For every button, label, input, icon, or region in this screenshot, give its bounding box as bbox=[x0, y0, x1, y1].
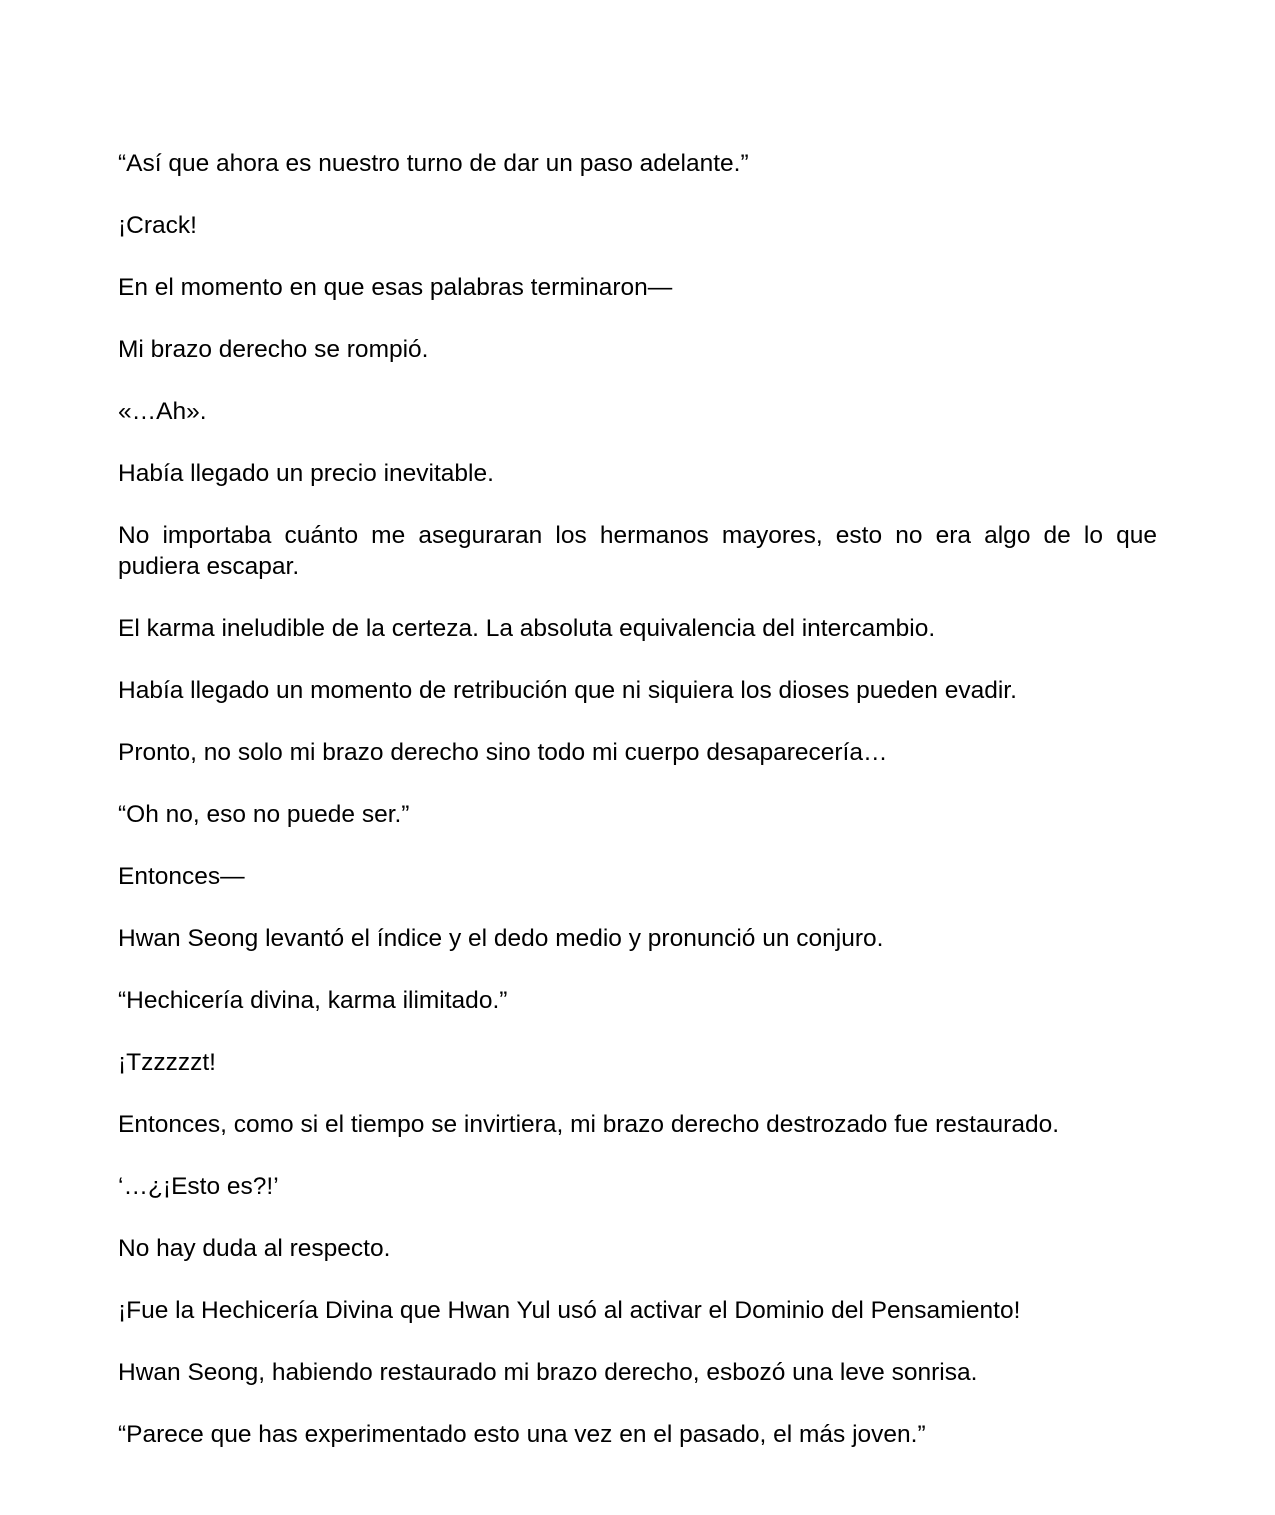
paragraph: No hay duda al respecto. bbox=[118, 1235, 391, 1262]
paragraph: ‘…¿¡Esto es?!’ bbox=[118, 1173, 279, 1200]
paragraph: “Oh no, eso no puede ser.” bbox=[118, 801, 410, 828]
paragraph: “Así que ahora es nuestro turno de dar un paso adelante.” bbox=[118, 150, 749, 177]
document-page bbox=[118, 148, 1157, 1450]
paragraph: Mi brazo derecho se rompió. bbox=[118, 336, 429, 363]
paragraph: Entonces, como si el tiempo se invirtiera, mi brazo derecho destrozado fue restaurado. bbox=[118, 1111, 1060, 1138]
paragraph: ¡Crack! bbox=[118, 212, 197, 239]
paragraph: Hwan Seong, habiendo restaurado mi brazo derecho, esbozó una leve sonrisa. bbox=[118, 1359, 978, 1386]
paragraph: El karma ineludible de la certeza. La absoluta equivalencia del intercambio. bbox=[118, 615, 936, 642]
paragraph: No importaba cuánto me aseguraran los hermanos mayores, esto no era algo de lo que pudiera escapar. bbox=[118, 522, 1157, 580]
paragraph: “Hechicería divina, karma ilimitado.” bbox=[118, 987, 508, 1014]
paragraph: ¡Tzzzzzt! bbox=[118, 1049, 216, 1076]
paragraph: Había llegado un momento de retribución que ni siquiera los dioses pueden evadir. bbox=[118, 677, 1017, 704]
paragraph: Pronto, no solo mi brazo derecho sino todo mi cuerpo desaparecería… bbox=[118, 739, 888, 766]
paragraph: Había llegado un precio inevitable. bbox=[118, 460, 494, 487]
paragraph: ¡Fue la Hechicería Divina que Hwan Yul usó al activar el Dominio del Pensamiento! bbox=[118, 1297, 1021, 1324]
paragraph: En el momento en que esas palabras terminaron— bbox=[118, 274, 673, 301]
paragraph: “Parece que has experimentado esto una vez en el pasado, el más joven.” bbox=[118, 1421, 926, 1448]
paragraph: Hwan Seong levantó el índice y el dedo medio y pronunció un conjuro. bbox=[118, 925, 884, 952]
paragraph: Entonces— bbox=[118, 863, 245, 890]
paragraph: «…Ah». bbox=[118, 398, 207, 425]
